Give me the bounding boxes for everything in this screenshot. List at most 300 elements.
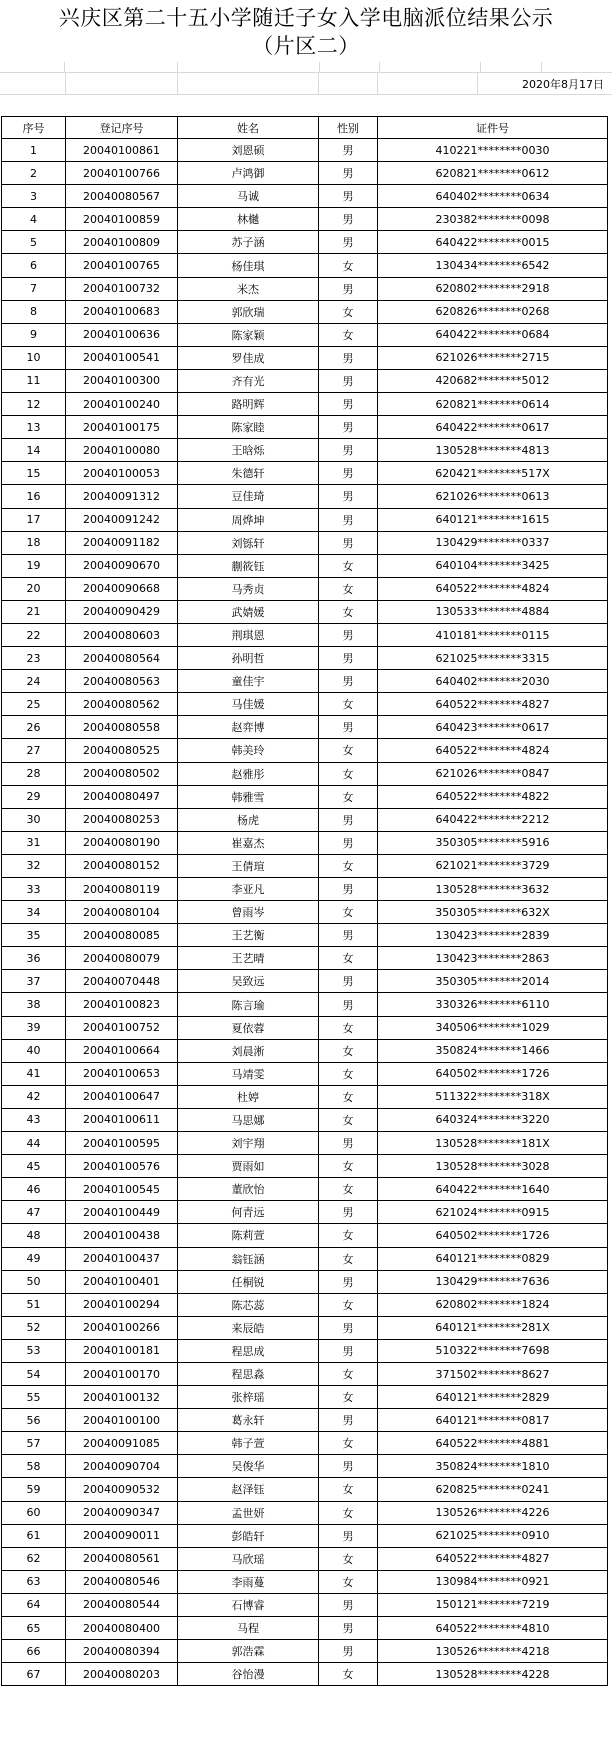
table-row — [2, 1085, 608, 1108]
cell-gender: 男 — [319, 277, 378, 300]
cell-name: 杜婷 — [178, 1085, 319, 1108]
table-row — [2, 254, 608, 277]
header-registration-no: 登记序号 — [66, 117, 178, 139]
table-row — [2, 785, 608, 808]
cell-index: 1 — [2, 139, 66, 162]
publish-date: 2020年8月17日 — [522, 78, 604, 91]
table-row — [2, 647, 608, 670]
cell-registration-no: 20040100100 — [66, 1409, 178, 1432]
cell-id-number: 621021********3729 — [378, 854, 608, 877]
cell-gender: 女 — [319, 1247, 378, 1270]
cell-index: 29 — [2, 785, 66, 808]
cell-registration-no: 20040080119 — [66, 878, 178, 901]
cell-registration-no: 20040100545 — [66, 1178, 178, 1201]
cell-registration-no: 20040091312 — [66, 485, 178, 508]
table-row — [2, 531, 608, 554]
table-row — [2, 346, 608, 369]
table-body — [2, 139, 608, 1686]
cell-id-number: 620802********2918 — [378, 277, 608, 300]
cell-registration-no: 20040100132 — [66, 1386, 178, 1409]
header-name: 姓名 — [178, 117, 319, 139]
cell-index: 13 — [2, 416, 66, 439]
table-row — [2, 600, 608, 623]
table-row — [2, 508, 608, 531]
cell-gender: 男 — [319, 531, 378, 554]
cell-name: 刘宇翔 — [178, 1132, 319, 1155]
cell-registration-no: 20040080400 — [66, 1617, 178, 1640]
table-row — [2, 854, 608, 877]
cell-index: 9 — [2, 323, 66, 346]
cell-id-number: 350305********5916 — [378, 831, 608, 854]
cell-id-number: 350824********1810 — [378, 1455, 608, 1478]
cell-id-number: 640422********1640 — [378, 1178, 608, 1201]
table-row — [2, 1316, 608, 1339]
cell-name: 陈芯蕊 — [178, 1293, 319, 1316]
cell-gender: 男 — [319, 231, 378, 254]
cell-index: 5 — [2, 231, 66, 254]
table-row — [2, 1062, 608, 1085]
cell-name: 路明辉 — [178, 393, 319, 416]
cell-name: 童佳宇 — [178, 670, 319, 693]
cell-id-number: 350824********1466 — [378, 1039, 608, 1062]
cell-id-number: 511322********318X — [378, 1085, 608, 1108]
cell-gender: 男 — [319, 808, 378, 831]
cell-name: 郭欣瑞 — [178, 300, 319, 323]
cell-registration-no: 20040100300 — [66, 369, 178, 392]
cell-id-number: 130528********181X — [378, 1132, 608, 1155]
cell-name: 葛永轩 — [178, 1409, 319, 1432]
cell-name: 林樾 — [178, 208, 319, 231]
cell-id-number: 640422********0015 — [378, 231, 608, 254]
header-index: 序号 — [2, 117, 66, 139]
cell-registration-no: 20040080104 — [66, 901, 178, 924]
table-row — [2, 901, 608, 924]
cell-gender: 男 — [319, 162, 378, 185]
cell-index: 40 — [2, 1039, 66, 1062]
cell-registration-no: 20040090011 — [66, 1524, 178, 1547]
table-row — [2, 1570, 608, 1593]
cell-registration-no: 20040100647 — [66, 1085, 178, 1108]
cell-registration-no: 20040091085 — [66, 1432, 178, 1455]
cell-gender: 男 — [319, 462, 378, 485]
cell-index: 37 — [2, 970, 66, 993]
cell-index: 16 — [2, 485, 66, 508]
cell-gender: 女 — [319, 1501, 378, 1524]
cell-id-number: 130528********3632 — [378, 878, 608, 901]
cell-registration-no: 20040080085 — [66, 924, 178, 947]
table-header-row — [2, 117, 608, 139]
cell-registration-no: 20040100683 — [66, 300, 178, 323]
cell-id-number: 130984********0921 — [378, 1570, 608, 1593]
table-row — [2, 300, 608, 323]
cell-index: 57 — [2, 1432, 66, 1455]
cell-registration-no: 20040080525 — [66, 739, 178, 762]
cell-registration-no: 20040100175 — [66, 416, 178, 439]
cell-registration-no: 20040100752 — [66, 1016, 178, 1039]
cell-id-number: 621026********2715 — [378, 346, 608, 369]
cell-registration-no: 20040090532 — [66, 1478, 178, 1501]
cell-gender: 男 — [319, 185, 378, 208]
cell-gender: 女 — [319, 1085, 378, 1108]
table-row — [2, 393, 608, 416]
table-row — [2, 1386, 608, 1409]
table-row — [2, 1247, 608, 1270]
cell-gender: 女 — [319, 323, 378, 346]
cell-name: 王艺衡 — [178, 924, 319, 947]
cell-gender: 女 — [319, 1155, 378, 1178]
cell-name: 武婧媛 — [178, 600, 319, 623]
table-row — [2, 162, 608, 185]
table-row — [2, 1478, 608, 1501]
cell-gender: 男 — [319, 1593, 378, 1616]
cell-index: 33 — [2, 878, 66, 901]
cell-index: 27 — [2, 739, 66, 762]
cell-registration-no: 20040100765 — [66, 254, 178, 277]
cell-id-number: 130526********4218 — [378, 1640, 608, 1663]
cell-name: 罗佳成 — [178, 346, 319, 369]
cell-gender: 女 — [319, 1432, 378, 1455]
cell-index: 64 — [2, 1593, 66, 1616]
cell-id-number: 640422********2212 — [378, 808, 608, 831]
cell-gender: 男 — [319, 716, 378, 739]
cell-name: 齐有光 — [178, 369, 319, 392]
table-row — [2, 716, 608, 739]
cell-index: 43 — [2, 1108, 66, 1131]
cell-name: 王艺晴 — [178, 947, 319, 970]
cell-name: 崔嘉杰 — [178, 831, 319, 854]
cell-index: 38 — [2, 993, 66, 1016]
cell-gender: 男 — [319, 1524, 378, 1547]
cell-gender: 男 — [319, 139, 378, 162]
cell-id-number: 130429********0337 — [378, 531, 608, 554]
cell-registration-no: 20040080561 — [66, 1547, 178, 1570]
table-row — [2, 485, 608, 508]
cell-id-number: 640324********3220 — [378, 1108, 608, 1131]
table-row — [2, 623, 608, 646]
cell-registration-no: 20040100401 — [66, 1270, 178, 1293]
cell-gender: 女 — [319, 1062, 378, 1085]
cell-gender: 男 — [319, 924, 378, 947]
cell-name: 马诚 — [178, 185, 319, 208]
cell-index: 39 — [2, 1016, 66, 1039]
cell-name: 蒯筱钰 — [178, 554, 319, 577]
cell-name: 陈言瑜 — [178, 993, 319, 1016]
cell-registration-no: 20040080544 — [66, 1593, 178, 1616]
cell-gender: 女 — [319, 1293, 378, 1316]
cell-index: 44 — [2, 1132, 66, 1155]
cell-name: 韩雅雪 — [178, 785, 319, 808]
cell-id-number: 640522********4827 — [378, 1547, 608, 1570]
cell-index: 67 — [2, 1663, 66, 1686]
table-row — [2, 323, 608, 346]
cell-name: 周烨坤 — [178, 508, 319, 531]
cell-index: 14 — [2, 439, 66, 462]
table-row — [2, 1524, 608, 1547]
cell-registration-no: 20040100861 — [66, 139, 178, 162]
cell-gender: 男 — [319, 1339, 378, 1362]
cell-name: 韩子萱 — [178, 1432, 319, 1455]
table-row — [2, 1547, 608, 1570]
cell-name: 任桐锐 — [178, 1270, 319, 1293]
table-row — [2, 1593, 608, 1616]
cell-registration-no: 20040090668 — [66, 577, 178, 600]
cell-registration-no: 20040100636 — [66, 323, 178, 346]
cell-id-number: 340506********1029 — [378, 1016, 608, 1039]
cell-registration-no: 20040080079 — [66, 947, 178, 970]
cell-index: 59 — [2, 1478, 66, 1501]
table-row — [2, 1270, 608, 1293]
cell-id-number: 640121********2829 — [378, 1386, 608, 1409]
cell-index: 6 — [2, 254, 66, 277]
cell-registration-no: 20040080190 — [66, 831, 178, 854]
table-row — [2, 369, 608, 392]
cell-registration-no: 20040080603 — [66, 623, 178, 646]
table-row — [2, 739, 608, 762]
cell-id-number: 410221********0030 — [378, 139, 608, 162]
table-row — [2, 1132, 608, 1155]
cell-name: 孙明哲 — [178, 647, 319, 670]
cell-index: 30 — [2, 808, 66, 831]
cell-gender: 男 — [319, 1270, 378, 1293]
cell-gender: 女 — [319, 254, 378, 277]
cell-registration-no: 20040100653 — [66, 1062, 178, 1085]
cell-registration-no: 20040090704 — [66, 1455, 178, 1478]
cell-registration-no: 20040080502 — [66, 762, 178, 785]
cell-gender: 男 — [319, 623, 378, 646]
cell-name: 曾雨岑 — [178, 901, 319, 924]
cell-gender: 男 — [319, 346, 378, 369]
table-row — [2, 831, 608, 854]
cell-gender: 女 — [319, 739, 378, 762]
cell-gender: 女 — [319, 854, 378, 877]
cell-id-number: 640121********0829 — [378, 1247, 608, 1270]
cell-gender: 女 — [319, 1016, 378, 1039]
cell-id-number: 640402********2030 — [378, 670, 608, 693]
cell-name: 刘晨淅 — [178, 1039, 319, 1062]
cell-name: 李亚凡 — [178, 878, 319, 901]
cell-registration-no: 20040100053 — [66, 462, 178, 485]
cell-gender: 男 — [319, 1409, 378, 1432]
cell-gender: 女 — [319, 300, 378, 323]
cell-index: 66 — [2, 1640, 66, 1663]
cell-gender: 男 — [319, 1640, 378, 1663]
cell-index: 56 — [2, 1409, 66, 1432]
table-row — [2, 416, 608, 439]
cell-id-number: 130528********3028 — [378, 1155, 608, 1178]
cell-gender: 女 — [319, 1224, 378, 1247]
cell-id-number: 350305********2014 — [378, 970, 608, 993]
cell-registration-no: 20040090429 — [66, 600, 178, 623]
cell-name: 彭皓轩 — [178, 1524, 319, 1547]
cell-gender: 男 — [319, 416, 378, 439]
cell-registration-no: 20040080253 — [66, 808, 178, 831]
cell-registration-no: 20040100080 — [66, 439, 178, 462]
table-row — [2, 277, 608, 300]
cell-name: 卢鸿御 — [178, 162, 319, 185]
cell-registration-no: 20040080203 — [66, 1663, 178, 1686]
cell-index: 45 — [2, 1155, 66, 1178]
cell-gender: 男 — [319, 1316, 378, 1339]
cell-index: 3 — [2, 185, 66, 208]
cell-index: 32 — [2, 854, 66, 877]
cell-gender: 女 — [319, 1570, 378, 1593]
cell-index: 34 — [2, 901, 66, 924]
cell-gender: 女 — [319, 901, 378, 924]
cell-gender: 女 — [319, 762, 378, 785]
cell-index: 23 — [2, 647, 66, 670]
cell-id-number: 150121********7219 — [378, 1593, 608, 1616]
cell-id-number: 640422********0617 — [378, 416, 608, 439]
cell-name: 郭浩霖 — [178, 1640, 319, 1663]
cell-gender: 女 — [319, 1362, 378, 1385]
table-row — [2, 554, 608, 577]
cell-name: 陈家颖 — [178, 323, 319, 346]
cell-gender: 女 — [319, 577, 378, 600]
table-row — [2, 993, 608, 1016]
cell-id-number: 620821********0614 — [378, 393, 608, 416]
cell-name: 吴俊华 — [178, 1455, 319, 1478]
cell-name: 杨佳琪 — [178, 254, 319, 277]
cell-id-number: 350305********632X — [378, 901, 608, 924]
cell-registration-no: 20040091182 — [66, 531, 178, 554]
cell-gender: 男 — [319, 1617, 378, 1640]
cell-id-number: 130528********4813 — [378, 439, 608, 462]
cell-gender: 男 — [319, 647, 378, 670]
cell-name: 豆佳琦 — [178, 485, 319, 508]
cell-index: 15 — [2, 462, 66, 485]
cell-id-number: 640502********1726 — [378, 1062, 608, 1085]
cell-gender: 男 — [319, 508, 378, 531]
cell-index: 7 — [2, 277, 66, 300]
table-row — [2, 1178, 608, 1201]
cell-index: 41 — [2, 1062, 66, 1085]
cell-registration-no: 20040080564 — [66, 647, 178, 670]
cell-name: 吴致远 — [178, 970, 319, 993]
table-row — [2, 1201, 608, 1224]
table-row — [2, 1339, 608, 1362]
cell-index: 25 — [2, 693, 66, 716]
cell-index: 55 — [2, 1386, 66, 1409]
cell-gender: 女 — [319, 1386, 378, 1409]
cell-gender: 男 — [319, 1455, 378, 1478]
cell-index: 50 — [2, 1270, 66, 1293]
cell-gender: 女 — [319, 600, 378, 623]
table-row — [2, 462, 608, 485]
cell-registration-no: 20040091242 — [66, 508, 178, 531]
table-row — [2, 1409, 608, 1432]
cell-id-number: 130423********2839 — [378, 924, 608, 947]
cell-index: 58 — [2, 1455, 66, 1478]
cell-registration-no: 20040100576 — [66, 1155, 178, 1178]
cell-id-number: 640502********1726 — [378, 1224, 608, 1247]
cell-id-number: 640423********0617 — [378, 716, 608, 739]
header-id-number: 证件号 — [378, 117, 608, 139]
cell-index: 31 — [2, 831, 66, 854]
table-row — [2, 947, 608, 970]
cell-name: 朱德轩 — [178, 462, 319, 485]
cell-id-number: 621025********0910 — [378, 1524, 608, 1547]
cell-gender: 女 — [319, 1108, 378, 1131]
cell-id-number: 371502********8627 — [378, 1362, 608, 1385]
result-table — [1, 116, 608, 1686]
cell-gender: 男 — [319, 369, 378, 392]
cell-gender: 女 — [319, 1178, 378, 1201]
cell-id-number: 640422********0684 — [378, 323, 608, 346]
cell-index: 62 — [2, 1547, 66, 1570]
cell-registration-no: 20040100823 — [66, 993, 178, 1016]
cell-index: 21 — [2, 600, 66, 623]
cell-id-number: 620825********0241 — [378, 1478, 608, 1501]
cell-id-number: 130434********6542 — [378, 254, 608, 277]
cell-index: 24 — [2, 670, 66, 693]
table-row — [2, 693, 608, 716]
cell-name: 陈家睦 — [178, 416, 319, 439]
table-row — [2, 1108, 608, 1131]
cell-index: 47 — [2, 1201, 66, 1224]
cell-registration-no: 20040070448 — [66, 970, 178, 993]
cell-gender: 女 — [319, 1547, 378, 1570]
table-row — [2, 231, 608, 254]
cell-index: 20 — [2, 577, 66, 600]
cell-index: 10 — [2, 346, 66, 369]
cell-index: 36 — [2, 947, 66, 970]
cell-name: 杨虎 — [178, 808, 319, 831]
cell-index: 12 — [2, 393, 66, 416]
cell-name: 谷怡漫 — [178, 1663, 319, 1686]
cell-registration-no: 20040090347 — [66, 1501, 178, 1524]
cell-registration-no: 20040100766 — [66, 162, 178, 185]
cell-name: 马佳媛 — [178, 693, 319, 716]
cell-name: 王倩瑄 — [178, 854, 319, 877]
cell-registration-no: 20040080558 — [66, 716, 178, 739]
cell-name: 赵雅彤 — [178, 762, 319, 785]
cell-index: 26 — [2, 716, 66, 739]
cell-name: 何青远 — [178, 1201, 319, 1224]
table-row — [2, 1432, 608, 1455]
cell-name: 苏子涵 — [178, 231, 319, 254]
cell-registration-no: 20040100266 — [66, 1316, 178, 1339]
cell-gender: 女 — [319, 554, 378, 577]
cell-registration-no: 20040080567 — [66, 185, 178, 208]
table-row — [2, 577, 608, 600]
cell-id-number: 130533********4884 — [378, 600, 608, 623]
cell-id-number: 130429********7636 — [378, 1270, 608, 1293]
cell-registration-no: 20040080152 — [66, 854, 178, 877]
cell-id-number: 510322********7698 — [378, 1339, 608, 1362]
cell-index: 54 — [2, 1362, 66, 1385]
cell-id-number: 621026********0613 — [378, 485, 608, 508]
cell-name: 贾雨如 — [178, 1155, 319, 1178]
cell-gender: 男 — [319, 1201, 378, 1224]
cell-index: 11 — [2, 369, 66, 392]
cell-id-number: 620421********517X — [378, 462, 608, 485]
cell-id-number: 410181********0115 — [378, 623, 608, 646]
cell-id-number: 640104********3425 — [378, 554, 608, 577]
cell-name: 马思娜 — [178, 1108, 319, 1131]
cell-index: 19 — [2, 554, 66, 577]
cell-registration-no: 20040100541 — [66, 346, 178, 369]
cell-registration-no: 20040080563 — [66, 670, 178, 693]
table-row — [2, 185, 608, 208]
table-row — [2, 808, 608, 831]
table-row — [2, 1039, 608, 1062]
cell-registration-no: 20040100294 — [66, 1293, 178, 1316]
cell-name: 刘恩硕 — [178, 139, 319, 162]
cell-registration-no: 20040100181 — [66, 1339, 178, 1362]
cell-id-number: 620826********0268 — [378, 300, 608, 323]
table-row — [2, 208, 608, 231]
table-row — [2, 878, 608, 901]
